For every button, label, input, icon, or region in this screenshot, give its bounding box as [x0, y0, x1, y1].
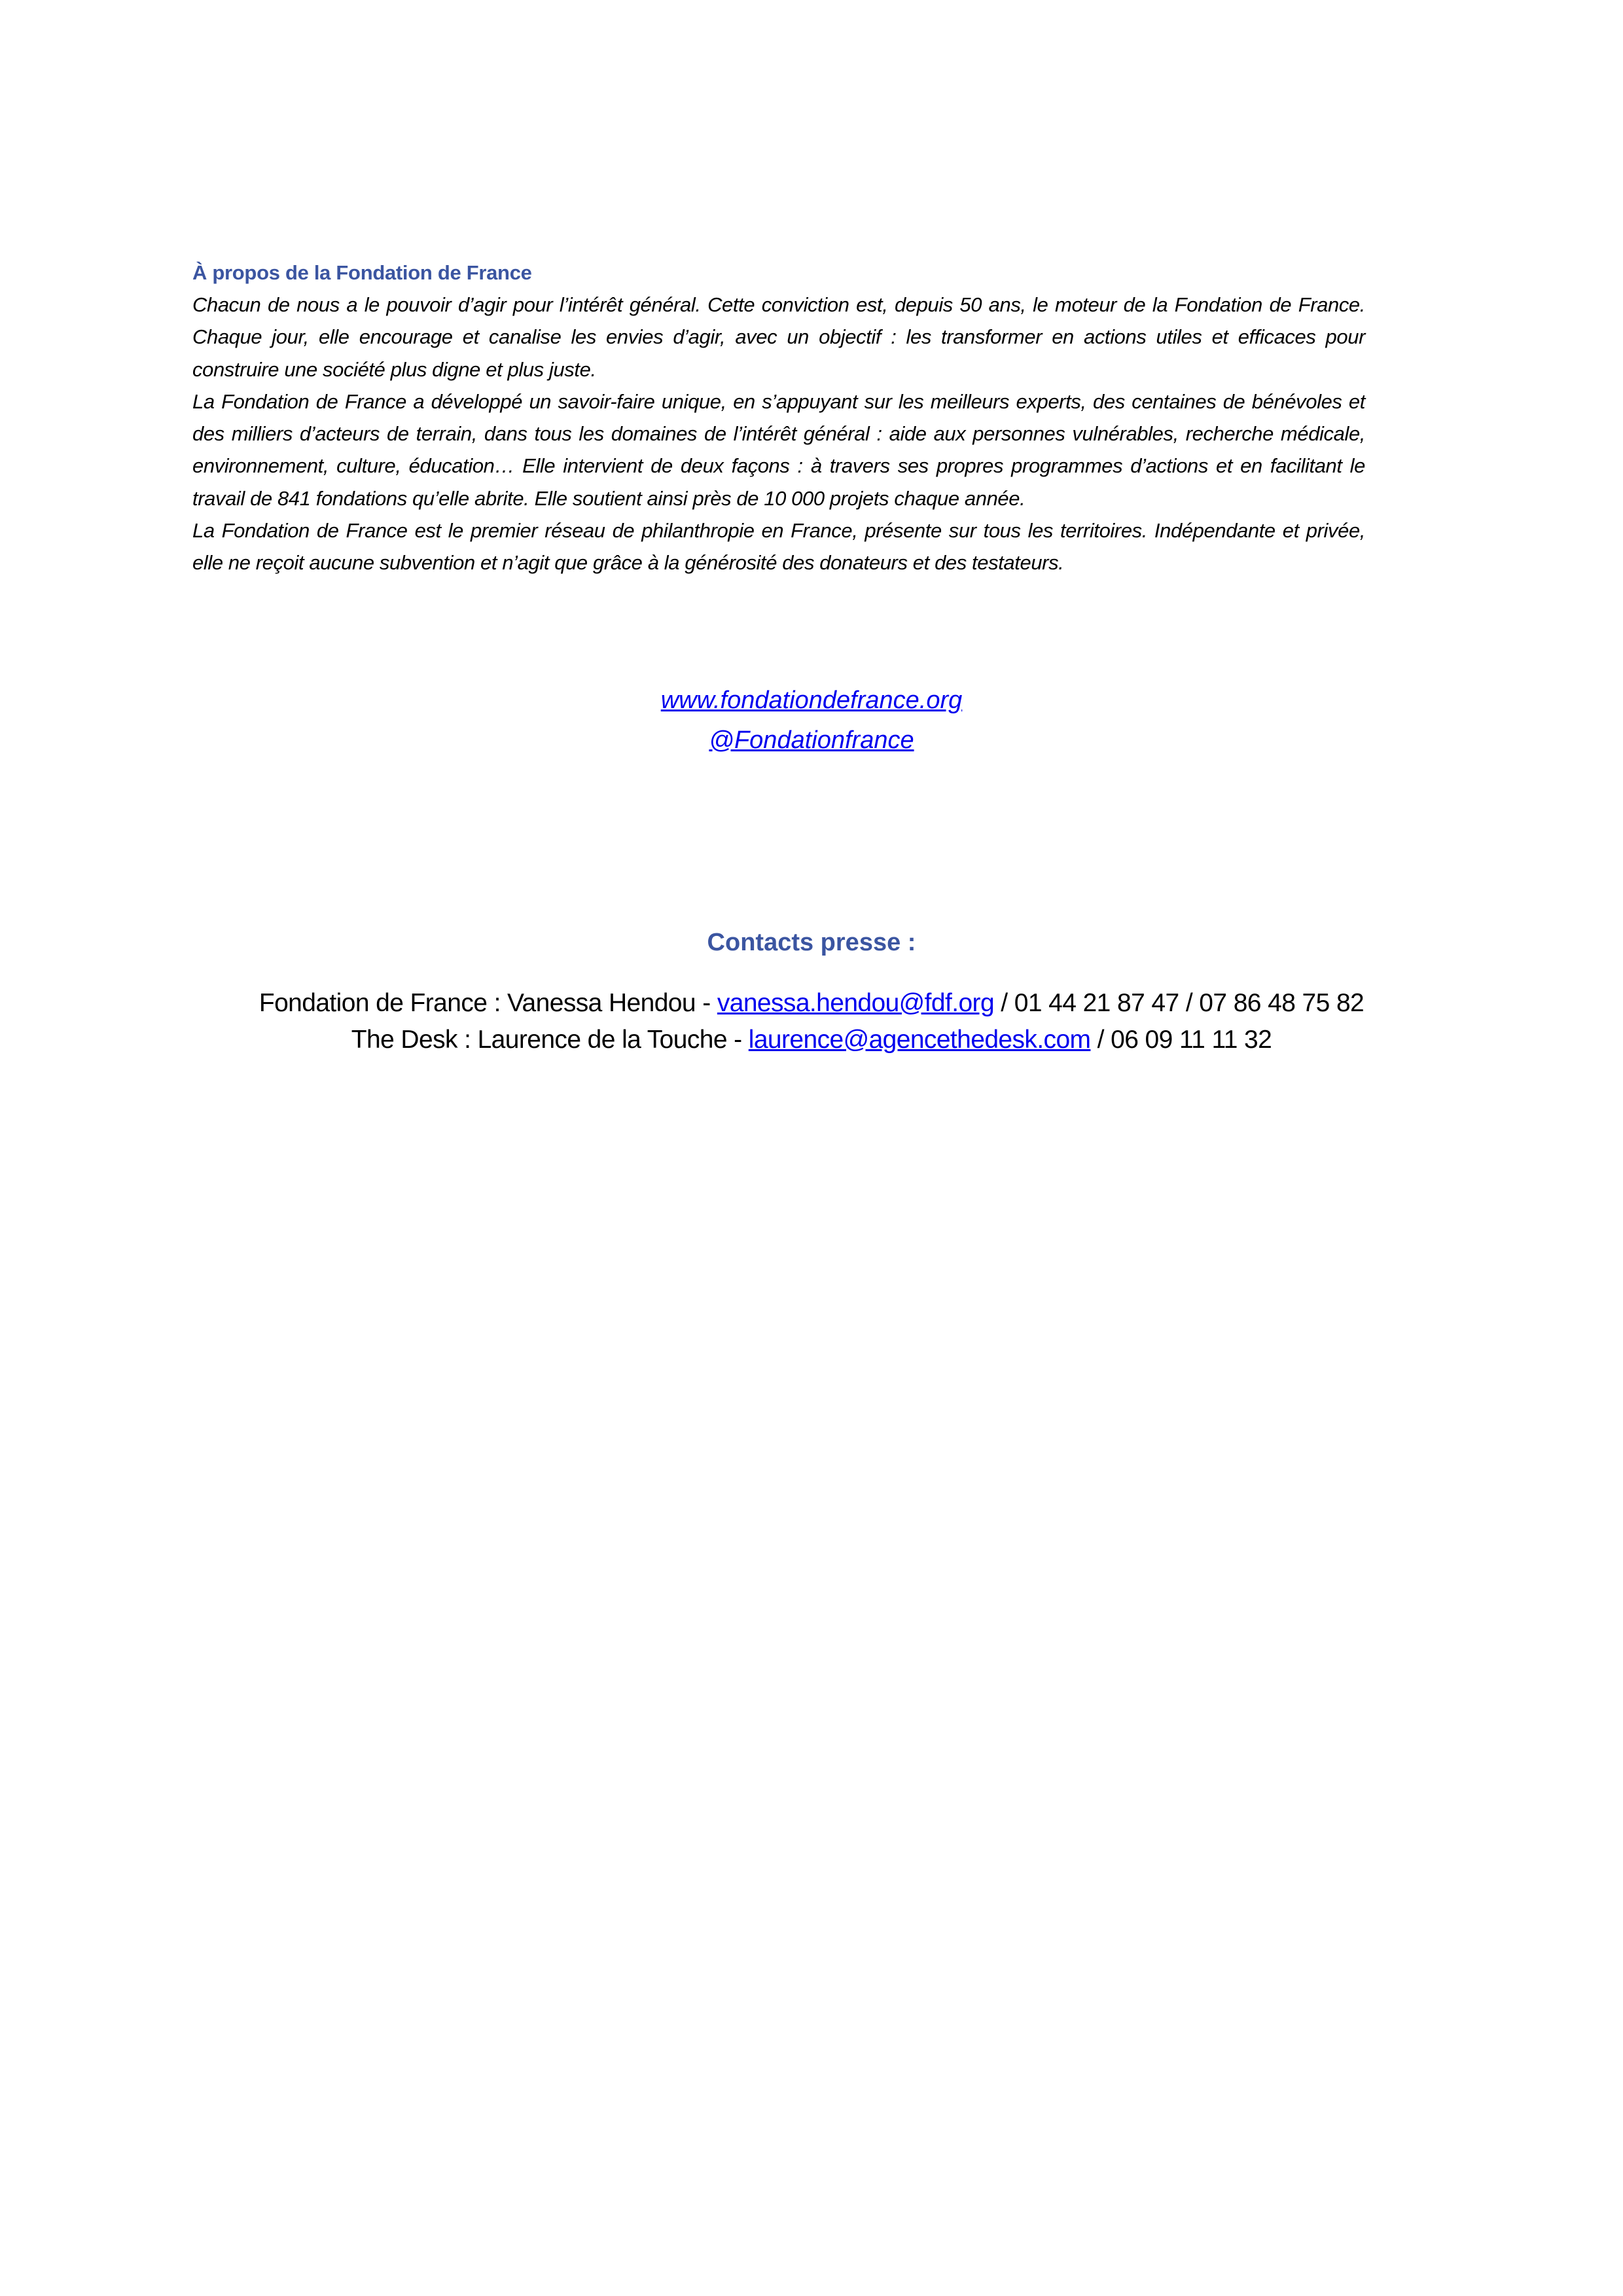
contact-entry-fondation: [0, 985, 1623, 1022]
website-link[interactable]: www.fondationdefrance.org: [660, 687, 963, 714]
contact-phones: / 01 44 21 87 47 / 07 86 48 75 82: [994, 989, 1364, 1017]
contact-email-link[interactable]: laurence@agencethedesk.com: [748, 1026, 1091, 1054]
contact-email-link[interactable]: vanessa.hendou@fdf.org: [717, 989, 995, 1017]
contacts-heading: Contacts presse :: [707, 929, 916, 956]
contact-entry-thedesk: [0, 1022, 1623, 1058]
links-block: [0, 681, 1623, 761]
about-paragraph-network: La Fondation de France est le premier réseau de philanthropie en France, présente sur tous les territoires. Indépendante et privée, elle ne reçoit aucune subvention et n’agit que grâce à la générosité des donateurs et des testateurs.: [192, 519, 1365, 575]
contact-phones: / 06 09 11 11 32: [1090, 1026, 1272, 1054]
twitter-link[interactable]: @Fondationfrance: [709, 726, 914, 754]
about-heading: À propos de la Fondation de France: [192, 261, 532, 284]
contact-name: The Desk : Laurence de la Touche -: [351, 1026, 749, 1054]
about-body: [192, 289, 1365, 579]
about-paragraph-mission: Chacun de nous a le pouvoir d’agir pour l’intérêt général. Cette conviction est, depuis 50 ans, le moteur de la Fondation de France. Chaque jour, elle encourage et canalise les envies d’agir, avec un objectif : les transformer en actions utiles et efficaces pour construire une société plus digne et plus juste.: [192, 293, 1365, 381]
contact-name: Fondation de France : Vanessa Hendou -: [259, 989, 717, 1017]
contacts-list: [0, 985, 1623, 1058]
about-paragraph-expertise: La Fondation de France a développé un savoir-faire unique, en s’appuyant sur les meilleurs experts, des centaines de bénévoles et des milliers d’acteurs de terrain, dans tous les domaines de l’intérêt général : aide aux personnes vulnérables, recherche médicale, environnement, culture, éducation… Elle intervient de deux façons : à travers ses propres programmes d’actions et en facilitant le travail de 841 fondations qu’elle abrite. Elle soutient ainsi près de 10 000 projets chaque année.: [192, 389, 1365, 510]
about-section: [192, 257, 1365, 579]
